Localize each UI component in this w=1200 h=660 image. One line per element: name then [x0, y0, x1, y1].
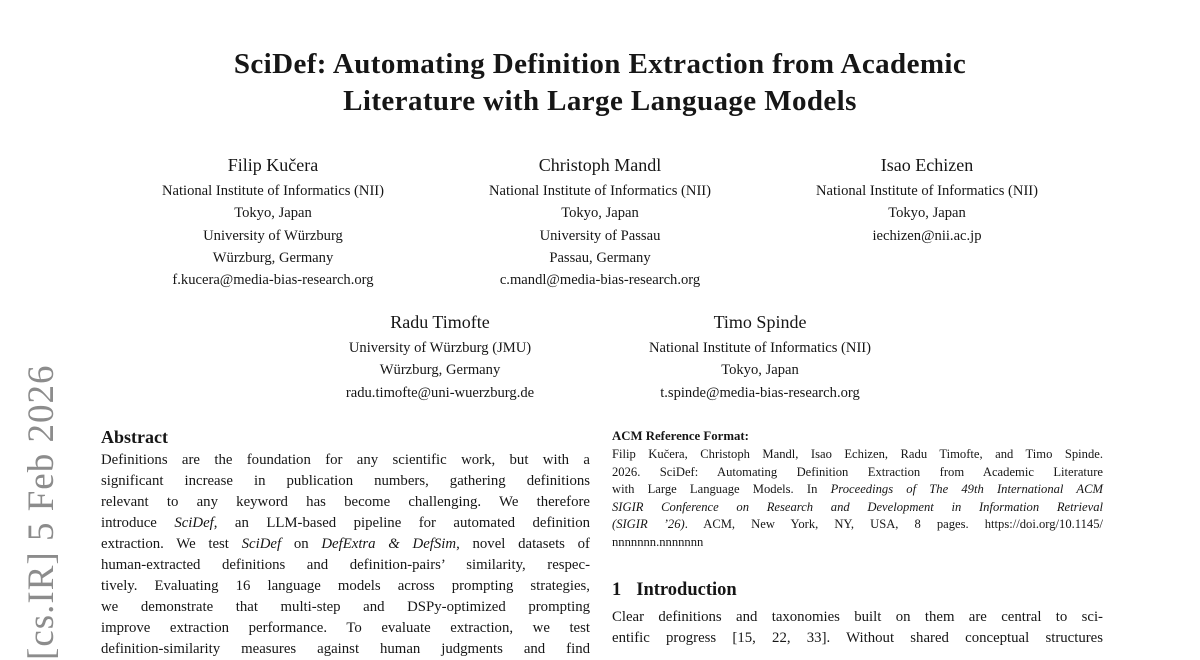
abstract-line: significant increase in publication numbers, gathering definitions: [101, 473, 590, 489]
left-column: [101, 426, 590, 660]
author-affiliation-line: Würzburg, Germany: [379, 362, 501, 379]
author-name: Isao Echizen: [880, 155, 974, 175]
author-affiliation: [437, 180, 764, 291]
author-affiliation-line: radu.timofte@uni-wuerzburg.de: [345, 384, 535, 401]
author-block: [600, 309, 920, 404]
author-affiliation-line: Tokyo, Japan: [234, 205, 312, 222]
abstract-line: tively. Evaluating 16 language models across prompting strategies,: [101, 578, 590, 594]
author-affiliation: [110, 180, 437, 291]
author-affiliation-line: National Institute of Informatics (NII): [488, 183, 712, 199]
abstract-text: [101, 450, 590, 660]
introduction-text: [612, 607, 1103, 649]
author-block: [764, 152, 1091, 291]
abstract-line: extraction. We test SciDef on DefExtra & DefSim, novel datasets of: [101, 536, 590, 552]
abstract-line: definition-similarity measures against human judgments and find: [101, 641, 590, 657]
right-column: [612, 428, 1103, 649]
author-affiliation-line: National Institute of Informatics (NII): [648, 340, 872, 356]
abstract-line: relevant to any keyword has become challenging. We therefore: [101, 494, 590, 510]
abstract-line: introduce SciDef, an LLM-based pipeline for automated definition: [101, 515, 591, 531]
section-heading-introduction: [612, 579, 1103, 601]
author-name: Timo Spinde: [713, 312, 807, 332]
author-affiliation-line: University of Würzburg: [203, 227, 343, 244]
author-affiliation-line: Tokyo, Japan: [561, 205, 639, 222]
abstract-line: we demonstrate that multi-step and DSPy-optimized prompting: [101, 599, 590, 615]
section-number: 1: [612, 579, 622, 600]
authors-row-2: [0, 309, 1200, 404]
author-block: [280, 309, 600, 404]
author-affiliation-line: iechizen@nii.ac.jp: [872, 227, 982, 244]
author-affiliation-line: f.kucera@media-bias-research.org: [172, 272, 374, 289]
acm-reference-line: (SIGIR ’26). ACM, New York, NY, USA, 8 pages. https://doi.org/10.1145/: [612, 517, 1103, 532]
author-affiliation-line: Würzburg, Germany: [212, 249, 334, 266]
acm-reference-line: nnnnnnn.nnnnnnn: [612, 534, 704, 549]
acm-reference-line: SIGIR Conference on Research and Development in Information Retrieval: [612, 499, 1103, 514]
author-affiliation: [280, 337, 600, 404]
abstract-line: human-extracted definitions and definition-pairs’ similarity, respec-: [101, 557, 590, 573]
acm-reference-line: Filip Kučera, Christoph Mandl, Isao Echizen, Radu Timofte, and Timo Spinde.: [612, 447, 1103, 461]
authors-row-1: [0, 152, 1200, 291]
author-name: Filip Kučera: [227, 155, 319, 175]
author-affiliation-line: c.mandl@media-bias-research.org: [499, 272, 701, 289]
author-affiliation-line: Tokyo, Japan: [888, 205, 966, 222]
author-affiliation-line: National Institute of Informatics (NII): [161, 183, 385, 199]
acm-reference-line: 2026. SciDef: Automating Definition Extraction from Academic Literature: [612, 464, 1103, 479]
author-name: Radu Timofte: [390, 312, 490, 332]
author-affiliation-line: University of Würzburg (JMU): [348, 340, 532, 356]
author-affiliation-line: Tokyo, Japan: [721, 362, 799, 379]
author-name: Christoph Mandl: [538, 155, 662, 175]
introduction-line: Clear definitions and taxonomies built on them are central to sci-: [612, 608, 1103, 625]
acm-reference-text: [612, 446, 1103, 552]
paper-title-line-2: Literature with Large Language Models: [343, 85, 857, 117]
author-affiliation: [764, 180, 1091, 247]
author-block: [437, 152, 764, 291]
section-title: Introduction: [636, 579, 737, 600]
abstract-line: improve extraction performance. To evaluate extraction, we test: [101, 620, 590, 636]
abstract-heading: Abstract: [101, 427, 168, 447]
acm-reference-line: with Large Language Models. In Proceedings of The 49th International ACM: [612, 482, 1103, 497]
abstract-line: Definitions are the foundation for any scientific work, but with a: [101, 452, 590, 468]
author-affiliation: [600, 337, 920, 404]
paper-title: [0, 46, 1200, 120]
paper-title-line-1: SciDef: Automating Definition Extraction from Academic: [233, 48, 967, 80]
author-affiliation-line: National Institute of Informatics (NII): [815, 183, 1039, 199]
author-affiliation-line: Passau, Germany: [549, 249, 651, 266]
author-affiliation-line: University of Passau: [539, 227, 661, 244]
arxiv-stamp: [cs.IR] 5 Feb 2026: [21, 364, 62, 660]
author-block: [110, 152, 437, 291]
introduction-line: entific progress [15, 22, 33]. Without shared conceptual structures: [612, 629, 1103, 646]
author-affiliation-line: t.spinde@media-bias-research.org: [660, 384, 860, 401]
acm-reference-heading: ACM Reference Format:: [612, 429, 749, 443]
